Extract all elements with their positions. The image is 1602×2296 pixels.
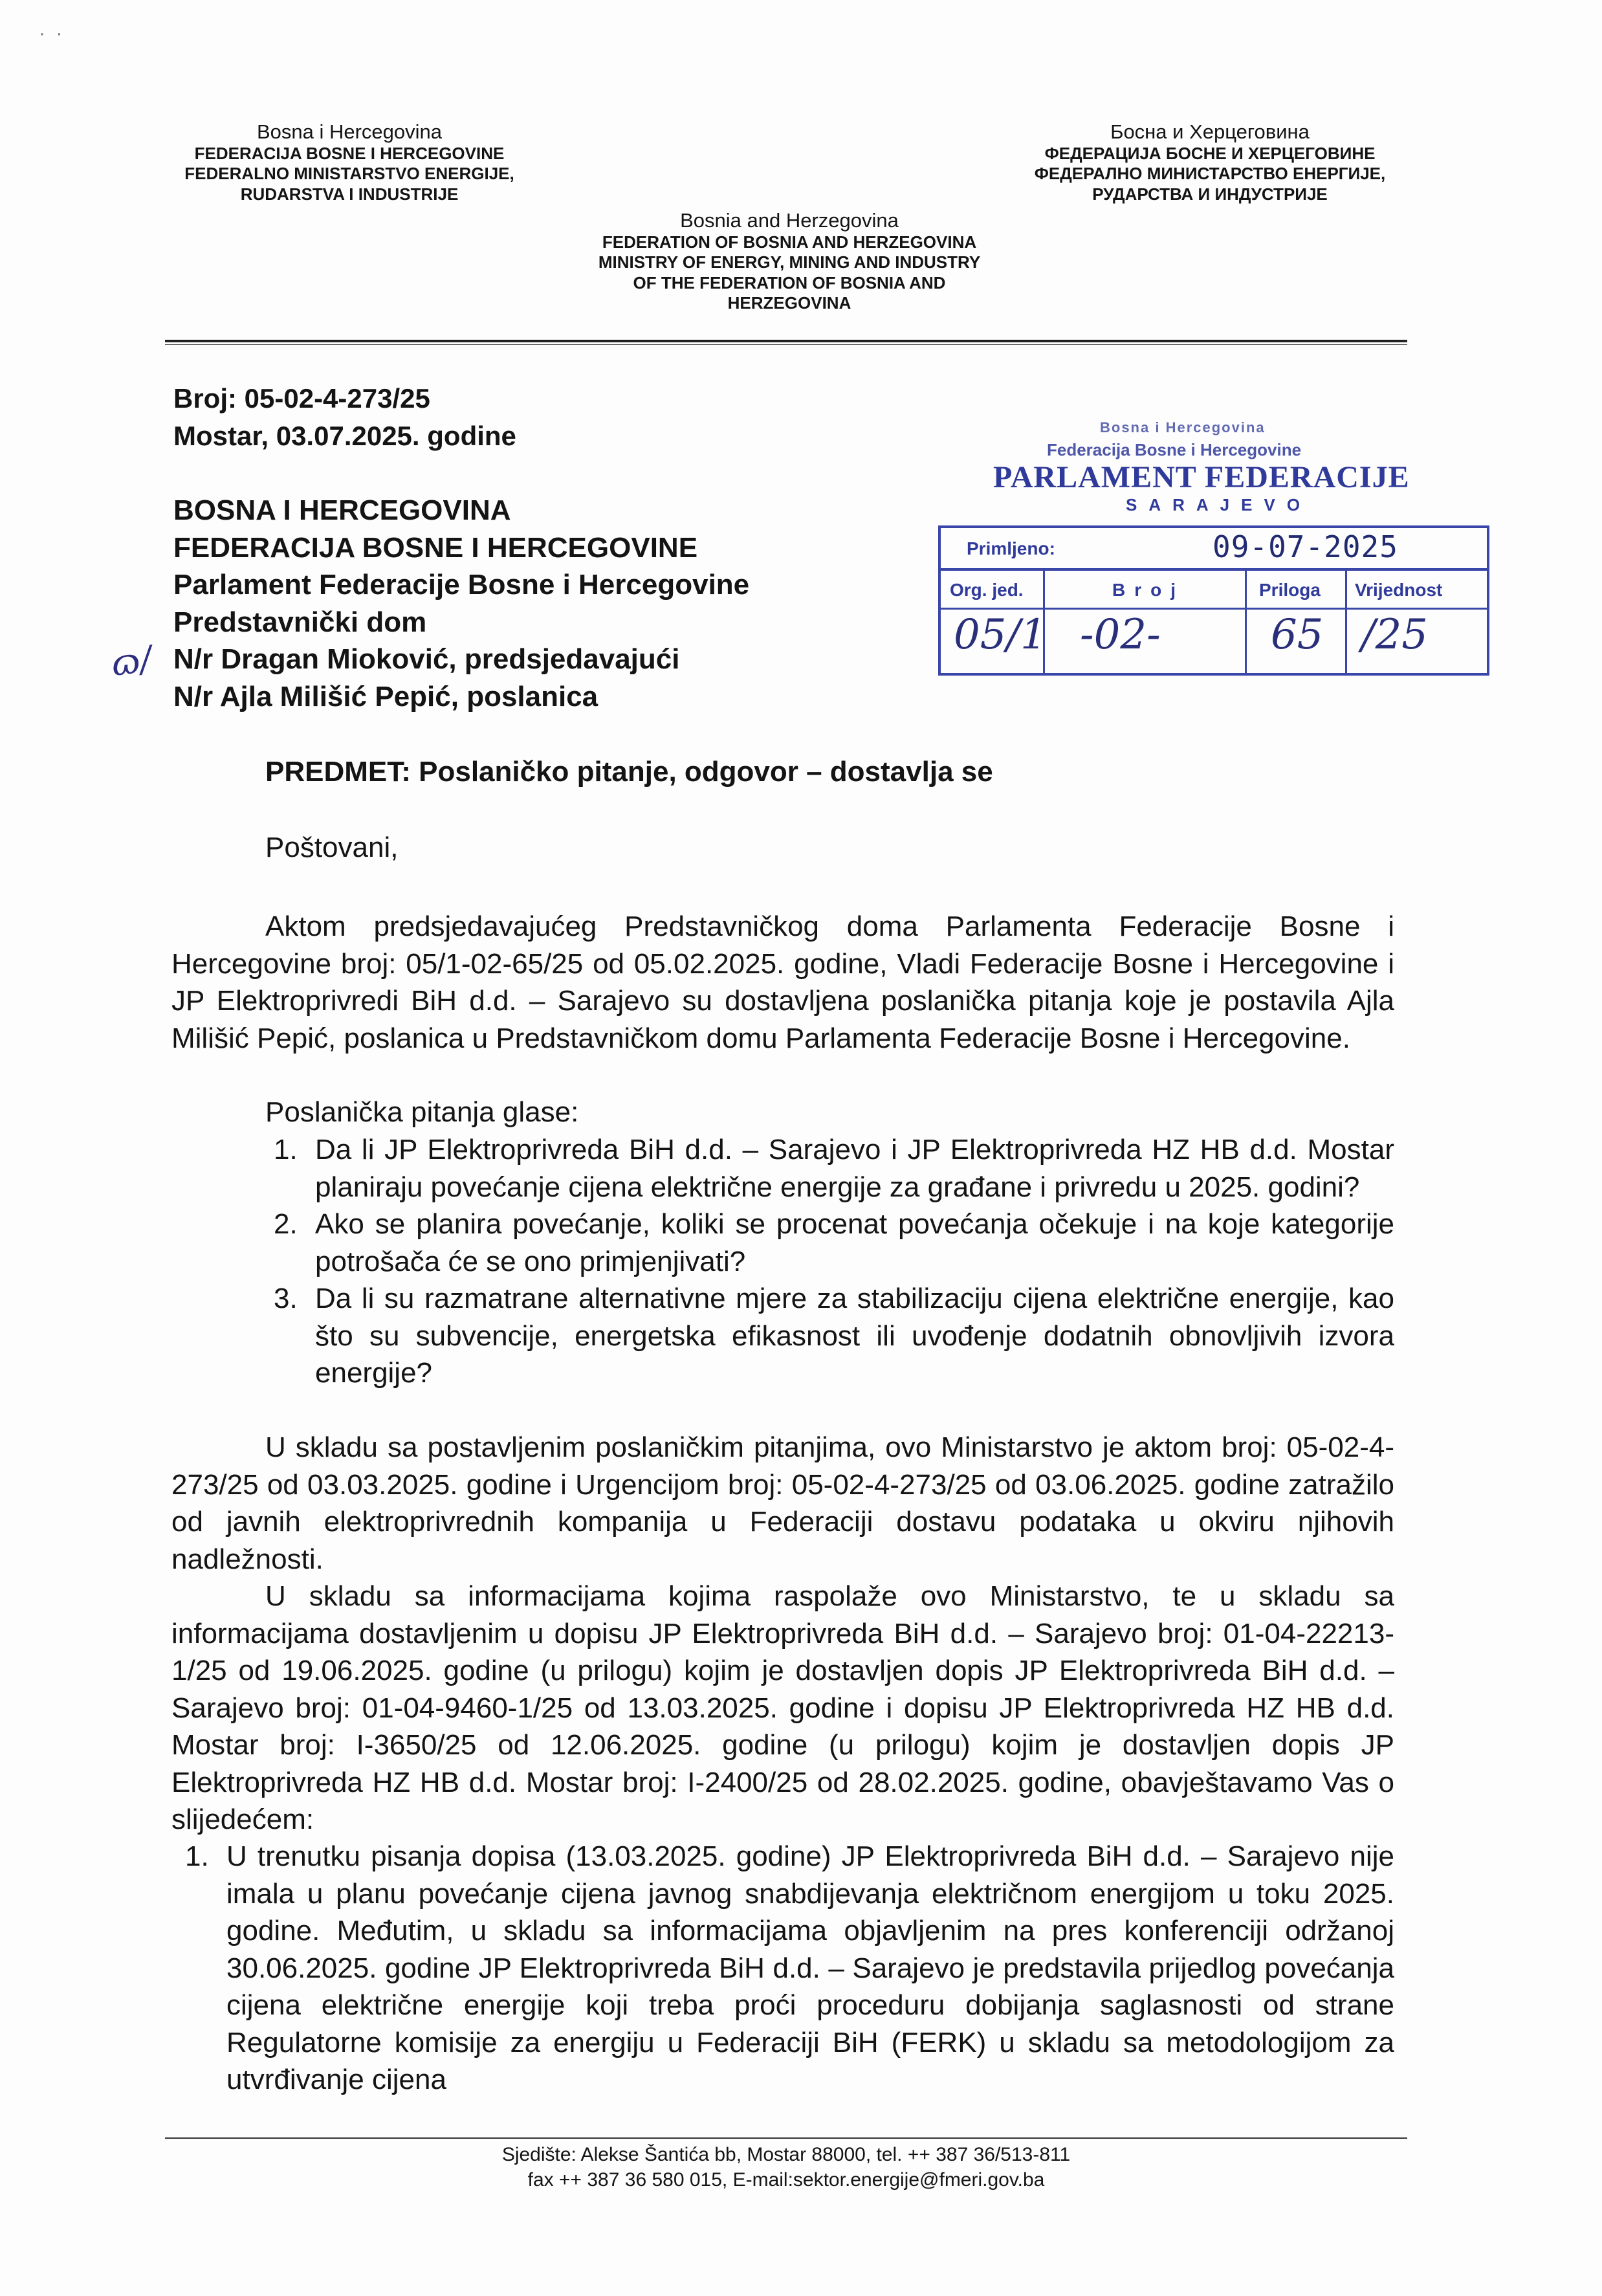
stamp-institution: PARLAMENT FEDERACIJE [993,460,1410,494]
stamp-col-broj: Broj [1112,580,1185,600]
addressee-line-5: N/r Dragan Mioković, predsjedavajući [173,643,680,675]
paragraph-intro: Aktom predsjedavajućeg Predstavničkog doma Parlamenta Federacije Bosne i Hercegovine broj: 05/1-02-65/25 od 05.02.2025. godine, Vladi Federacije Bosne i Hercegovine i JP Elektroprivredi BiH d.d. – Sarajevo su dostavljena poslanička pitanja koje je postavila Ajla Milišić Pepić, poslanica u Predstavničkom domu Parlamenta Federacije Bosne i Hercegovine. [171,911,1394,1054]
list-item [185,1838,1394,2099]
stamp-columns-row [941,571,1487,610]
letter-greeting: Poštovani, [265,832,399,863]
list-item-number: 2. [274,1208,298,1240]
header-center-ministry-1: MINISTRY OF ENERGY, MINING AND INDUSTRY [598,252,981,272]
stamp-received-date: 09-07-2025 [1212,529,1398,564]
handwritten-mark-icon: ɷ/ [108,637,155,685]
paragraph-information: U skladu sa informacijama kojima raspolaže ovo Ministarstvo, te u skladu sa informacijama dostavljenim u dopisu JP Elektroprivreda BiH d.d. – Sarajevo broj: 01-04-22213-1/25 od 19.06.2025. godine (u prilogu) kojim je dostavljen dopis JP Elektroprivreda BiH d.d. – Sarajevo broj: 01-04-9460-1/25 od 13.03.2025. godine i dopisu JP Elektroprivreda HZ HB d.d. Mostar broj: I-3650/25 od 12.06.2025. godine (u prilogu) kojim je dostavljen dopis JP Elektroprivreda HZ HB d.d. Mostar broj: I-2400/25 od 28.02.2025. godine, obavještavamo Vas o slijedećem: [171,1580,1394,1835]
list-item-number: 1. [274,1134,298,1165]
list-item-text: Ako se planira povećanje, koliki se procenat povećanja očekuje i na koje kategorije potrošača će se ono primjenjivati? [315,1208,1394,1277]
list-item-text: Da li su razmatrane alternativne mjere za stabilizaciju cijena električne energije, kao što su subvencije, energetska efikasnost ili uvođenje dodatnih obnovljivih izvora energije? [315,1283,1394,1389]
addressee-line-3: Parlament Federacije Bosne i Hercegovine [173,569,750,601]
header-center-entity: FEDERATION OF BOSNIA AND HERZEGOVINA [602,232,977,252]
list-item [274,1131,1394,1206]
header-right-ministry-1: ФЕДЕРАЛНО МИНИСТАРСТВО ЕНЕРГИЈЕ, [1034,164,1386,184]
header-right-country: Босна и Херцеговина [1110,120,1310,143]
header-center-english [537,208,1042,313]
header-left-ministry-2: RUDARSTVA I INDUSTRIJE [240,184,459,204]
list-item-text: Da li JP Elektroprivreda BiH d.d. – Sarajevo i JP Elektroprivreda HZ HB d.d. Mostar planiraju povećanje cijena električne energije za građane i privredu u 2025. godini? [315,1134,1394,1203]
stamp-col-priloga: Priloga [1259,580,1321,600]
header-center-country: Bosnia and Herzegovina [680,209,899,232]
questions-intro: Poslanička pitanja glase: [265,1096,579,1128]
footer-contact: fax ++ 387 36 580 015, E-mail:sektor.energije@fmeri.gov.ba [527,2169,1045,2191]
list-item-number: 3. [274,1283,298,1314]
header-divider [165,340,1407,342]
list-item [274,1206,1394,1280]
header-left-ministry-1: FEDERALNO MINISTARSTVO ENERGIJE, [184,164,514,184]
stamp-divider [1345,571,1347,676]
addressee-block [173,492,749,715]
stamp-col-org: Org. jed. [950,580,1024,600]
reference-place-date: Mostar, 03.07.2025. godine [173,421,516,451]
header-center-ministry-2: OF THE FEDERATION OF BOSNIA AND [633,272,946,293]
stamp-entity: Federacija Bosne i Hercegovine [1047,440,1302,459]
receipt-stamp [938,525,1489,676]
header-left-country: Bosna i Hercegovina [256,120,443,143]
letter-subject: PREDMET: Poslaničko pitanje, odgovor – dostavlja se [265,756,993,788]
stamp-received-label: Primljeno: [967,538,1055,558]
header-right-ministry-2: РУДАРСТВА И ИНДУСТРИЈЕ [1092,184,1328,204]
header-center-ministry-3: HERZEGOVINA [727,293,851,313]
stamp-col-vrijednost: Vrijednost [1355,580,1443,600]
stamp-country: Bosna i Hercegovina [1100,419,1266,436]
stamp-value-org: 05/1 [954,611,1047,659]
addressee-line-1: BOSNA I HERCEGOVINA [173,494,511,526]
list-item-number: 1. [185,1840,209,1872]
header-left-bosnian [149,120,550,204]
questions-list [274,1131,1394,1392]
stamp-value-broj: -02- [1080,611,1161,659]
stamp-received-row [941,528,1487,571]
list-item-text: U trenutku pisanja dopisa (13.03.2025. godine) JP Elektroprivreda BiH d.d. – Sarajevo nije imala u planu povećanje cijena javnog snabdijevanja električnom energijom u toku 2025. godine. Međutim, u skladu sa informacijama objavljenim na pres konferenciji održanoj 30.06.2025. godine JP Elektroprivreda BiH d.d. – Sarajevo je predstavila prijedlog povećanja cijena električne energije koji treba proći proceduru dobijanja saglasnosti od strane Regulatorne komisije za energiju u Federaciji BiH (FERK) u skladu sa metodologijom za utvrđivanje cijena [226,1840,1394,2095]
list-item [274,1280,1394,1392]
scan-artifact: · · [39,23,65,44]
reference-number: Broj: 05-02-4-273/25 [173,383,430,414]
addressee-line-2: FEDERACIJA BOSNE I HERCEGOVINE [173,531,698,564]
stamp-value-priloga: 65 [1271,611,1324,659]
stamp-value-vrijednost: /25 [1361,611,1428,659]
answers-list [185,1838,1394,2099]
footer-address: Sjedište: Alekse Šantića bb, Mostar 88000, tel. ++ 387 36/513-811 [501,2144,1071,2165]
stamp-city: SARAJEVO [1126,495,1312,514]
paragraph-ministry-request: U skladu sa postavljenim poslaničkim pitanjima, ovo Ministarstvo je aktom broj: 05-02-4-273/25 od 03.03.2025. godine i Urgencijom broj: 05-02-4-273/25 od 03.06.2025. godine zatražilo od javnih elektroprivrednih kompanija u Federaciji dostavu podataka u okviru njihovih nadležnosti. [171,1431,1394,1575]
stamp-divider [1245,571,1247,676]
header-right-cyrillic [990,120,1430,204]
header-right-entity: ФЕДЕРАЦИЈА БОСНЕ И ХЕРЦЕГОВИНЕ [1044,144,1376,164]
header-divider-thin [165,344,1407,345]
header-left-entity: FEDERACIJA BOSNE I HERCEGOVINE [194,144,505,164]
addressee-line-6: N/r Ajla Milišić Pepić, poslanica [173,680,598,712]
footer-divider [165,2137,1407,2139]
addressee-line-4: Predstavnički dom [173,606,427,638]
